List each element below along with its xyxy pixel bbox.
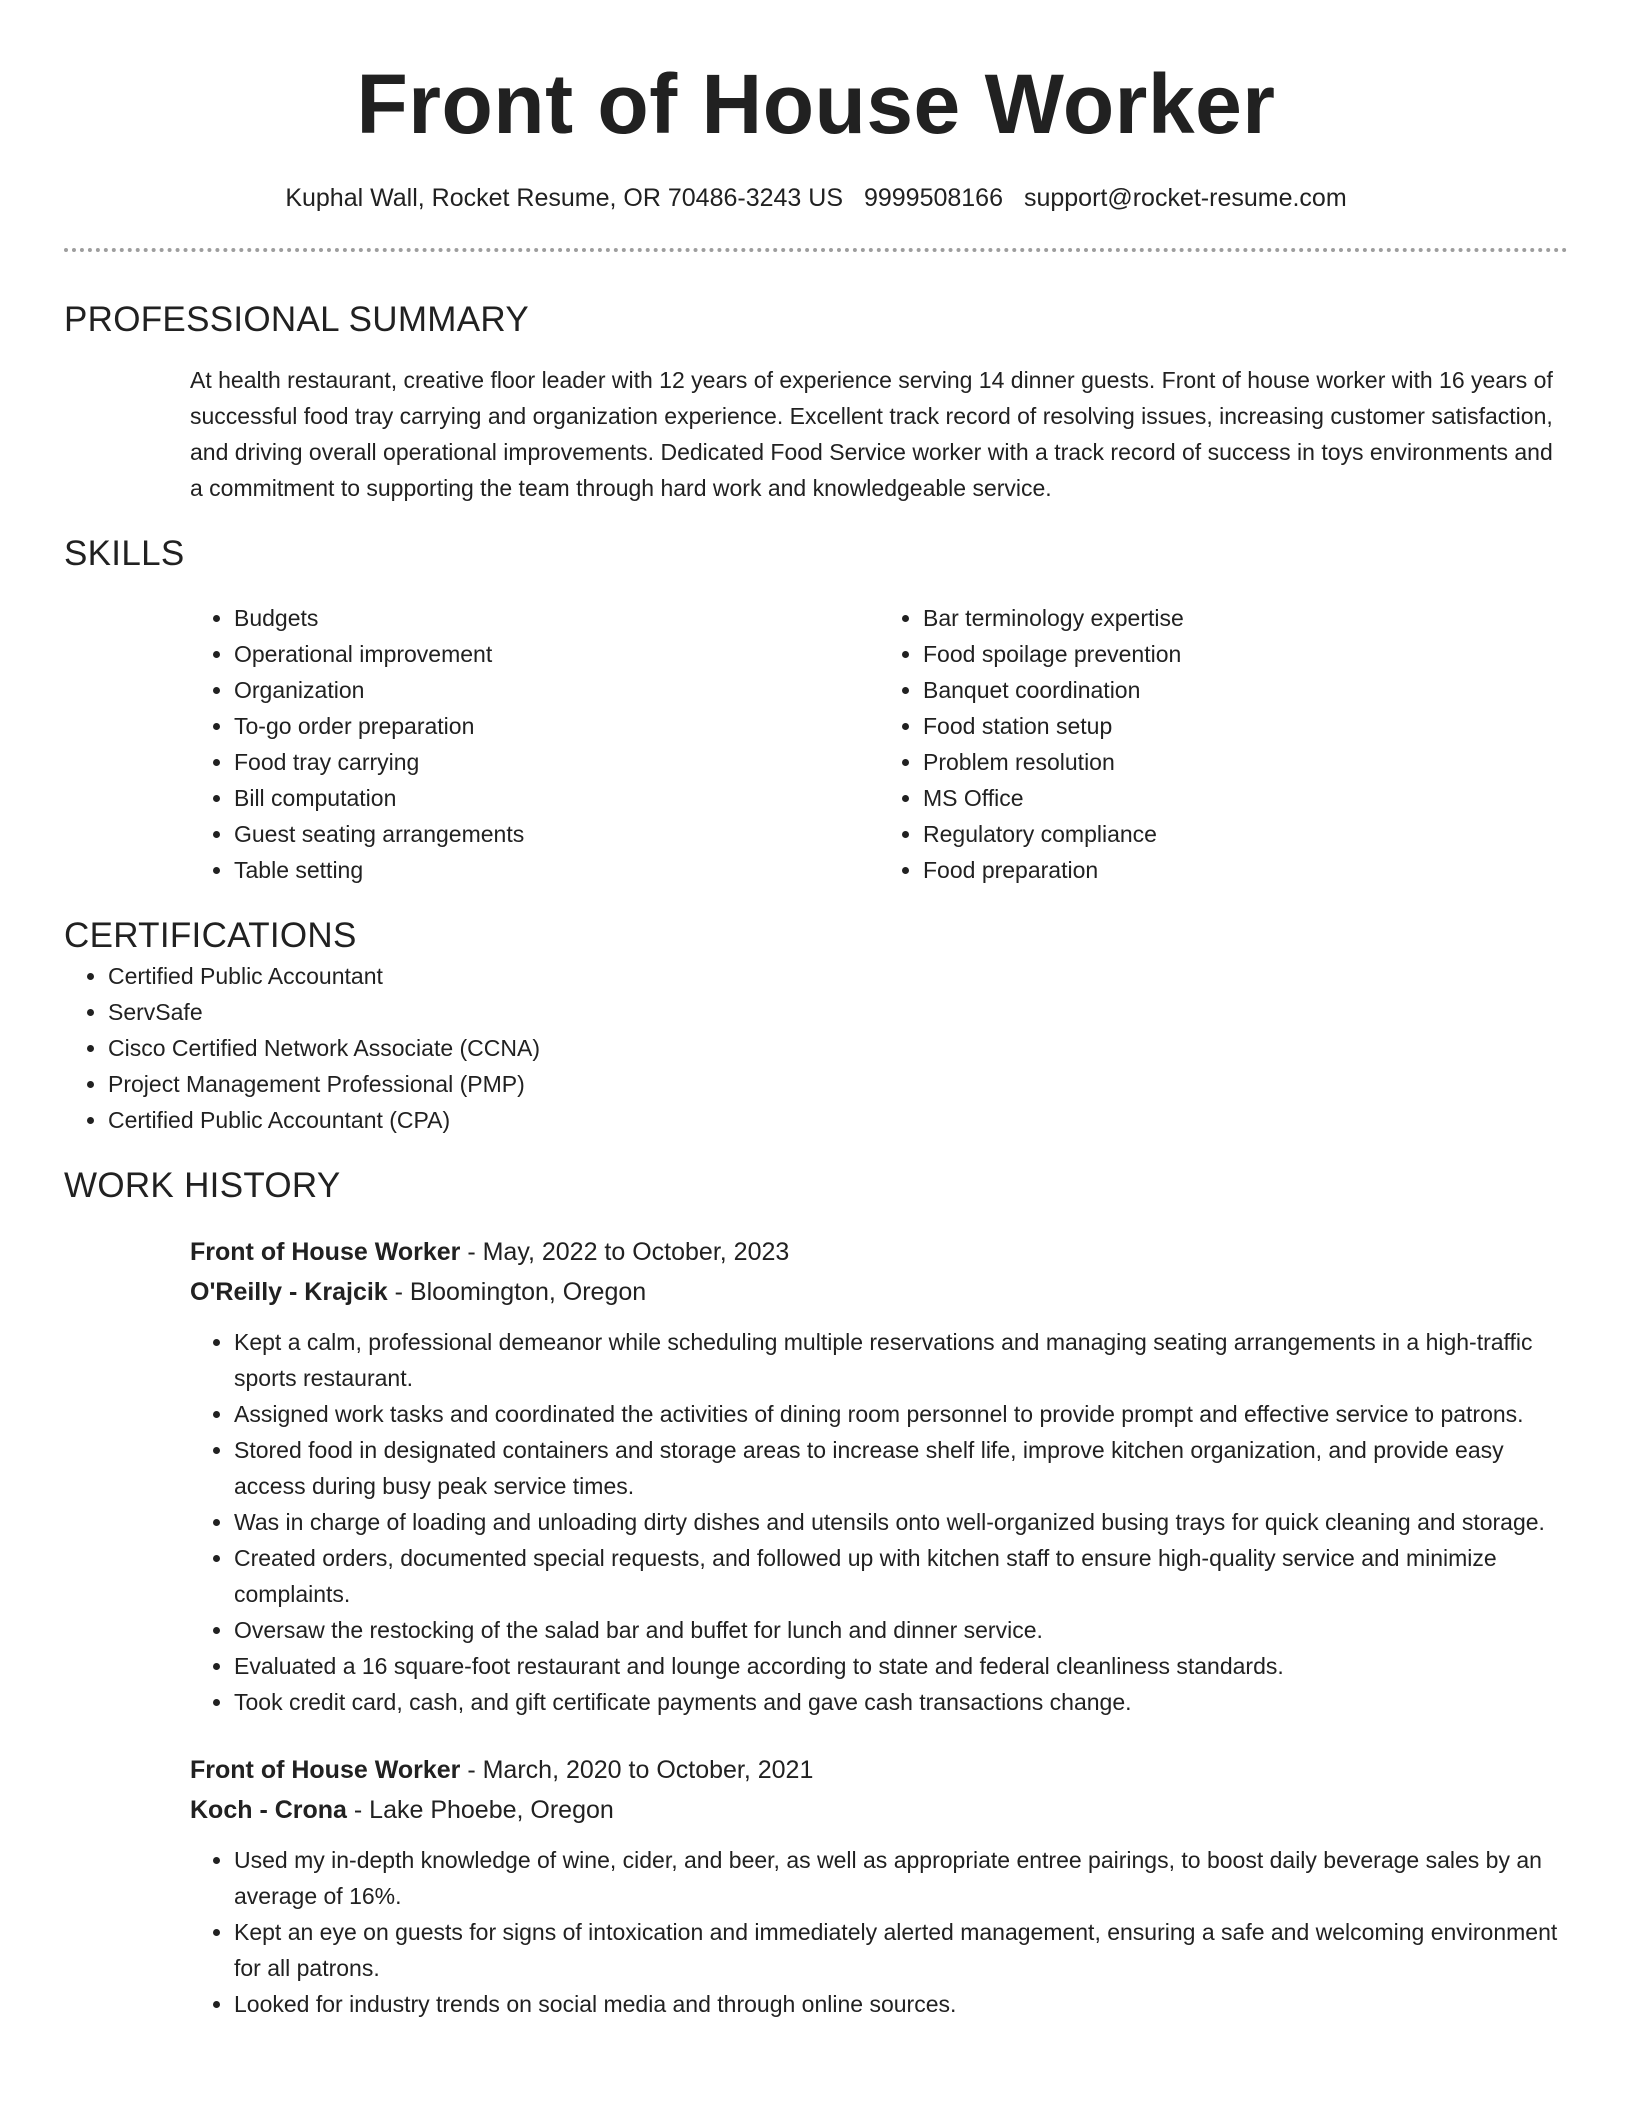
skill-item: • Banquet coordination (923, 672, 1568, 708)
job-duty: • Assigned work tasks and coordinated the activities of dining room personnel to provide prompt and effective service to patrons. (234, 1396, 1568, 1432)
skill-item: • Problem resolution (923, 744, 1568, 780)
certification-item: • ServSafe (108, 994, 1568, 1030)
skills-heading: SKILLS (64, 534, 185, 573)
skill-item: • Bar terminology expertise (923, 600, 1568, 636)
skill-item: • Organization (234, 672, 879, 708)
skills-columns (190, 600, 1568, 888)
skill-item: • Operational improvement (234, 636, 879, 672)
job-company: O'Reilly - Krajcik (190, 1278, 388, 1306)
skill-item: • Table setting (234, 852, 879, 888)
summary-text: At health restaurant, creative floor leader with 12 years of experience serving 14 dinner guests. Front of house worker with 16 years of successful food tray carrying and organization experience. Excellent track record of resolving issues, increasing customer satisfaction, and driving overall operational improvements. Dedicated Food Service worker with a track record of success in toys environments and a commitment to supporting the team through hard work and knowledgeable service. (190, 367, 1553, 501)
job-role: Front of House Worker (190, 1756, 461, 1784)
skill-item: • To-go order preparation (234, 708, 879, 744)
skill-item: • Guest seating arrangements (234, 816, 879, 852)
job-role: Front of House Worker (190, 1238, 461, 1266)
header-divider (64, 248, 1568, 252)
work-history-heading: WORK HISTORY (64, 1166, 341, 1205)
certifications-list (64, 958, 1568, 1138)
contact-phone: 9999508166 (863, 184, 1003, 212)
job-duty: • Used my in-depth knowledge of wine, cider, and beer, as well as appropriate entree pairings, to boost daily beverage sales by an average of 16%. (234, 1842, 1568, 1914)
job-location: - Bloomington, Oregon (387, 1278, 647, 1306)
certifications-heading: CERTIFICATIONS (64, 916, 357, 955)
skill-item: • Food preparation (923, 852, 1568, 888)
job-entry (190, 1232, 1568, 1720)
skill-item: • Budgets (234, 600, 879, 636)
job-entry (190, 1750, 1568, 2022)
resume-page (64, 0, 1568, 2022)
skill-item: • Food tray carrying (234, 744, 879, 780)
skills-list-left (190, 600, 879, 888)
certification-item: • Cisco Certified Network Associate (CCNA) (108, 1030, 1568, 1066)
skill-item: • Bill computation (234, 780, 879, 816)
job-location: - Lake Phoebe, Oregon (346, 1796, 614, 1824)
contact-email: support@rocket-resume.com (1023, 184, 1347, 212)
job-duty: • Stored food in designated containers and storage areas to increase shelf life, improve kitchen organization, and provide easy access during busy peak service times. (234, 1432, 1568, 1504)
job-role-line (190, 1232, 1568, 1272)
job-company-line (190, 1272, 1568, 1312)
job-duty: • Created orders, documented special requests, and followed up with kitchen staff to ensure high-quality service and minimize complaints. (234, 1540, 1568, 1612)
skill-item: • Food station setup (923, 708, 1568, 744)
job-duty: • Kept an eye on guests for signs of intoxication and immediately alerted management, ensuring a safe and welcoming environment for all patrons. (234, 1914, 1568, 1986)
contact-line (64, 182, 1568, 214)
job-duty: • Oversaw the restocking of the salad bar and buffet for lunch and dinner service. (234, 1612, 1568, 1648)
job-duty: • Took credit card, cash, and gift certificate payments and gave cash transactions change. (234, 1684, 1568, 1720)
certification-item: • Project Management Professional (PMP) (108, 1066, 1568, 1102)
job-company-line (190, 1790, 1568, 1830)
job-duties-list (190, 1842, 1568, 2022)
certification-item: • Certified Public Accountant (CPA) (108, 1102, 1568, 1138)
skill-item: • Food spoilage prevention (923, 636, 1568, 672)
skill-item: • MS Office (923, 780, 1568, 816)
contact-address: Kuphal Wall, Rocket Resume, OR 70486-3243 US (285, 184, 843, 212)
job-role-line (190, 1750, 1568, 1790)
job-company: Koch - Crona (190, 1796, 347, 1824)
job-duty: • Was in charge of loading and unloading dirty dishes and utensils onto well-organized busing trays for quick cleaning and storage. (234, 1504, 1568, 1540)
job-duty: • Evaluated a 16 square-foot restaurant and lounge according to state and federal cleanliness standards. (234, 1648, 1568, 1684)
job-duty: • Kept a calm, professional demeanor while scheduling multiple reservations and managing seating arrangements in a high-traffic sports restaurant. (234, 1324, 1568, 1396)
certification-item: • Certified Public Accountant (108, 958, 1568, 994)
resume-name: Front of House Worker (356, 57, 1276, 151)
job-duties-list (190, 1324, 1568, 1720)
job-dates: - May, 2022 to October, 2023 (460, 1238, 790, 1266)
summary-heading: PROFESSIONAL SUMMARY (64, 300, 529, 339)
job-dates: - March, 2020 to October, 2021 (460, 1756, 814, 1784)
job-duty: • Looked for industry trends on social media and through online sources. (234, 1986, 1568, 2022)
skill-item: • Regulatory compliance (923, 816, 1568, 852)
skills-list-right (879, 600, 1568, 888)
